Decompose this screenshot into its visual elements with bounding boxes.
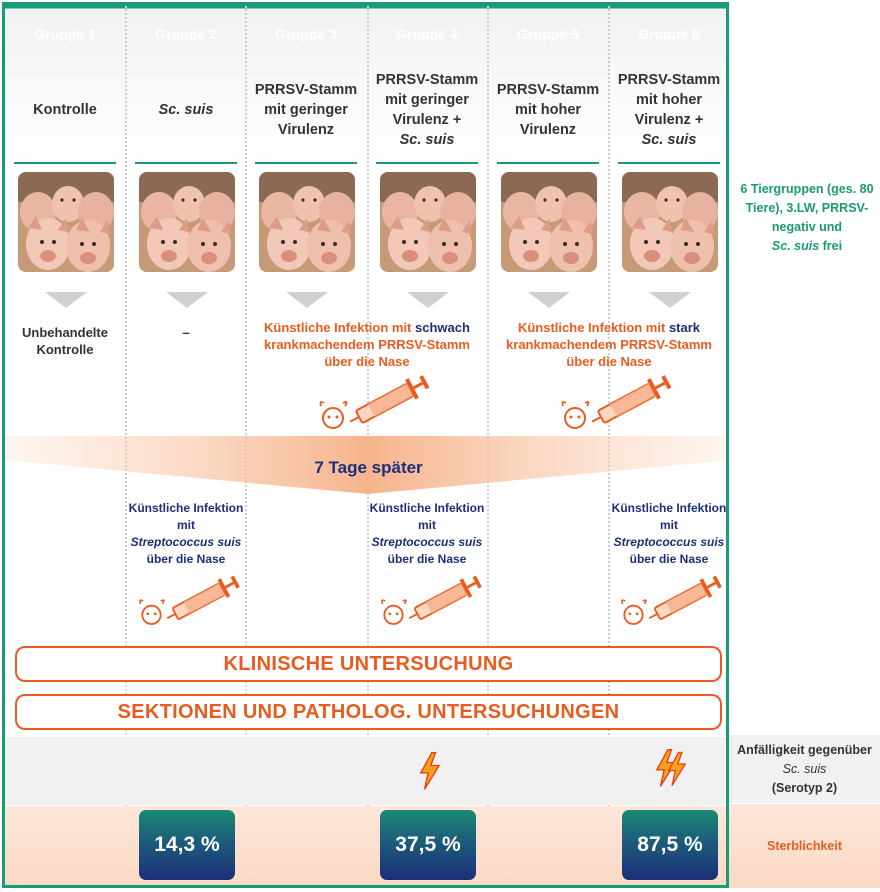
group-1-column — [6, 2, 124, 292]
divider-line — [497, 162, 599, 164]
group-label: Gruppe 1 — [34, 26, 96, 42]
group-title: PRRSV-Stamm mit geringer Virulenz + Sc. suis — [375, 72, 479, 148]
chevron-down-icon — [286, 292, 328, 308]
syringe-icon — [135, 572, 245, 632]
weak-prrsv-infection-note: Künstliche Infektion mit schwach krankmachendem PRRSV-Stamm über die Nase — [264, 320, 470, 369]
group-title: Kontrolle — [33, 102, 97, 118]
group-2-column — [127, 2, 245, 292]
syringe-icon — [377, 572, 487, 632]
group-title: PRRSV-Stamm mit hoher Virulenz — [496, 82, 600, 138]
divider-line — [14, 162, 116, 164]
mortality-label: Sterblichkeit — [729, 804, 880, 888]
mortality-row — [5, 806, 729, 888]
chevron-down-icon — [528, 292, 570, 308]
mortality-value-group-6: 87,5 % — [622, 810, 718, 880]
susceptibility-row — [5, 737, 729, 805]
piglets-photo-icon — [259, 172, 355, 272]
delay-label: 7 Tage später — [314, 458, 423, 477]
group-label: Gruppe 4 — [396, 26, 458, 42]
lightning-icon — [419, 752, 441, 790]
susceptibility-label: Anfälligkeit gegenüber Sc. suis (Serotyp 2) — [729, 735, 880, 803]
strep-infection-note: Künstliche Infektion mit Streptococcus suis über die Nase — [611, 501, 727, 566]
group-5-column — [489, 2, 607, 292]
divider-line — [255, 162, 357, 164]
group-label: Gruppe 3 — [275, 26, 337, 42]
divider-line — [376, 162, 478, 164]
divider-line — [618, 162, 720, 164]
piglets-photo-icon — [622, 172, 718, 272]
chevron-down-icon — [166, 292, 208, 308]
autopsy-banner: SEKTIONEN UND PATHOLOG. UNTERSUCHUNGEN — [15, 694, 722, 730]
group-label: Gruppe 6 — [638, 26, 700, 42]
piglets-photo-icon — [380, 172, 476, 272]
chevron-down-icon — [45, 292, 87, 308]
piglets-photo-icon — [18, 172, 114, 272]
clinical-examination-banner: KLINISCHE UNTERSUCHUNG — [15, 646, 722, 682]
group-6-column — [610, 2, 728, 292]
no-treatment-note: – — [182, 325, 190, 340]
syringe-icon — [315, 372, 435, 436]
mortality-value-group-4: 37,5 % — [380, 810, 476, 880]
divider-line — [135, 162, 237, 164]
chevron-down-icon — [407, 292, 449, 308]
group-title: PRRSV-Stamm mit hoher Virulenz + Sc. suis — [617, 72, 721, 148]
group-label: Gruppe 5 — [517, 26, 579, 42]
animal-groups-note: 6 Tiergruppen (ges. 80 Tiere), 3.LW, PRRSV-negativ und Sc. suis frei — [740, 182, 874, 253]
diagram-frame — [2, 2, 729, 888]
syringe-icon — [557, 372, 677, 436]
control-note: Unbehandelte Kontrolle — [22, 325, 108, 357]
syringe-icon — [617, 572, 727, 632]
piglets-photo-icon — [501, 172, 597, 272]
group-title: PRRSV-Stamm mit geringer Virulenz — [254, 82, 358, 138]
group-4-column — [368, 2, 486, 292]
chevron-down-icon — [649, 292, 691, 308]
group-title: Sc. suis — [158, 102, 214, 118]
lightning-icon — [667, 750, 687, 788]
piglets-photo-icon — [139, 172, 235, 272]
group-3-column — [247, 2, 365, 292]
mortality-value-group-2: 14,3 % — [139, 810, 235, 880]
group-label: Gruppe 2 — [155, 26, 217, 42]
strep-infection-note: Künstliche Infektion mit Streptococcus suis über die Nase — [369, 501, 485, 566]
strep-infection-note: Künstliche Infektion mit Streptococcus suis über die Nase — [128, 501, 244, 566]
strong-prrsv-infection-note: Künstliche Infektion mit stark krankmachendem PRRSV-Stamm über die Nase — [506, 320, 712, 369]
